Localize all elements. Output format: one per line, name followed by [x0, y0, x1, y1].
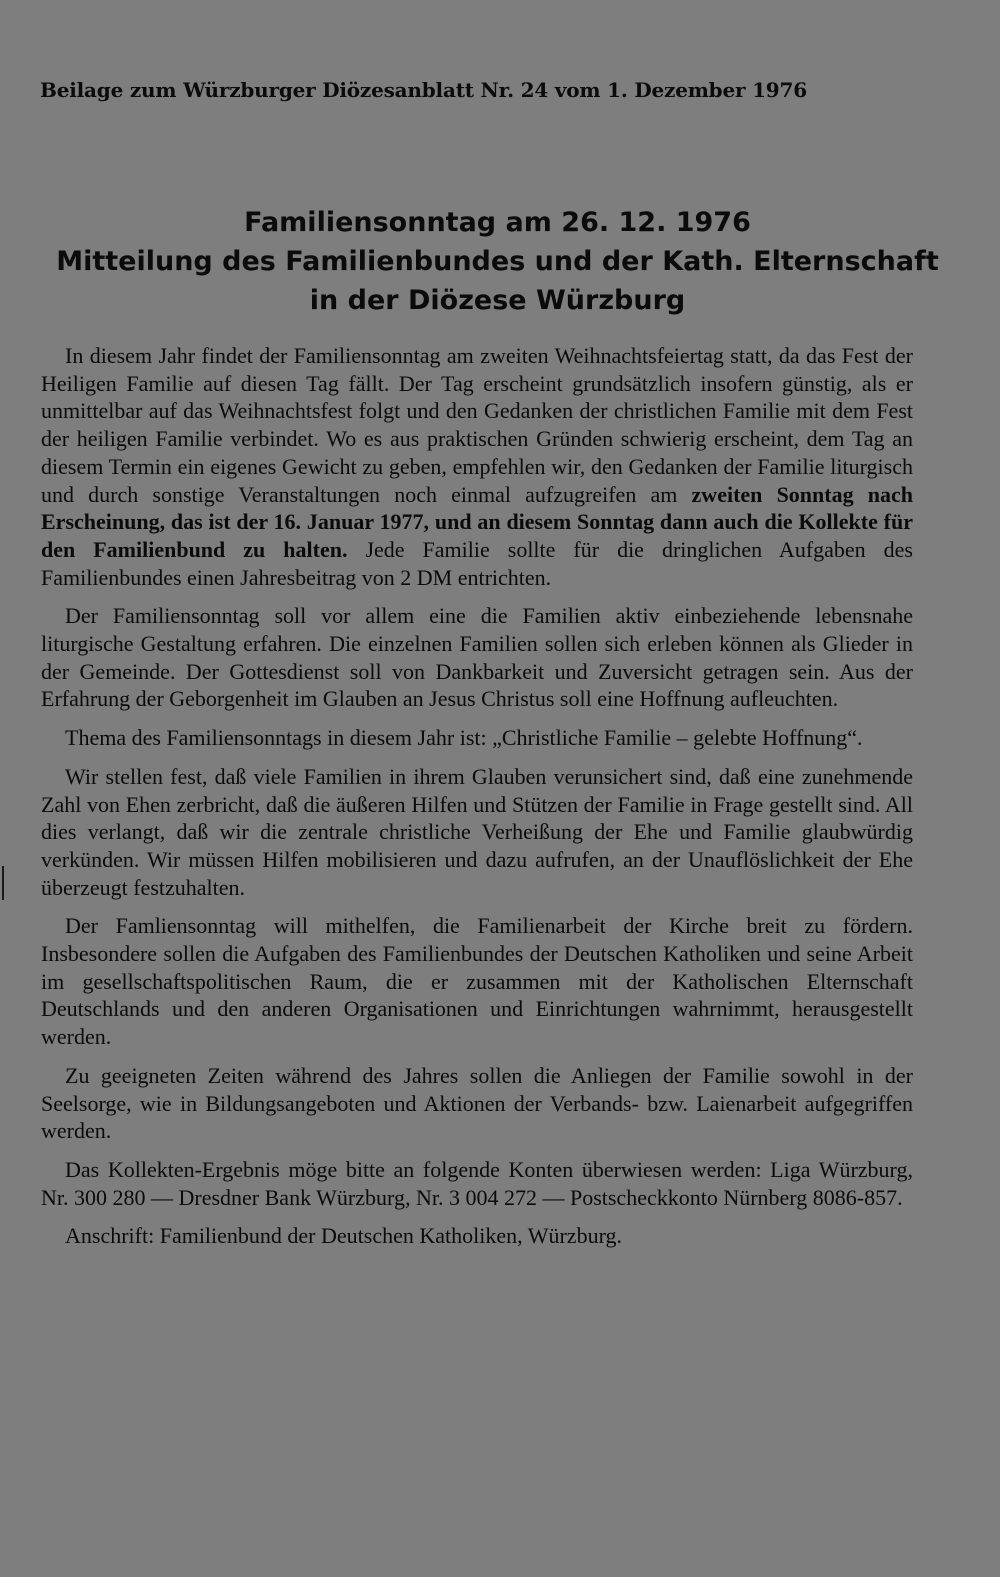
title-line-2: Mitteilung des Familienbundes und der Kath. Elternschaft: [56, 246, 939, 277]
paragraph-2: Der Familiensonntag soll vor allem eine die Familien aktiv einbeziehende lebensnahe liturgische Gestaltung erfahren. Die einzelnen Familien sollen sich erleben können als Glieder in der Gemeinde. Der Gottesdienst soll von Dankbarkeit und Zuversicht getragen sein. Aus der Erfahrung der Geborgenheit im Glauben an Jesus Christus soll eine Hoffnung aufleuchten.: [41, 603, 913, 712]
paragraph-1-text-b: Jede Familie sollte für die dringlichen Aufgaben des Familienbundes einen Jahresbeitrag von 2 DM entrichten.: [41, 536, 913, 590]
document-body: [41, 342, 913, 1261]
margin-mark: [2, 866, 4, 900]
paragraph-3: Thema des Familiensonntags in diesem Jahr ist: „Christliche Familie – gelebte Hoffnung“.: [65, 725, 863, 751]
title-line-3: in der Diözese Würzburg: [309, 285, 686, 316]
paragraph-6: Zu geeigneten Zeiten während des Jahres sollen die Anliegen der Familie sowohl in der Seelsorge, wie in Bildungsangeboten und Aktionen der Verbands- bzw. Laienarbeit aufgegriffen werden.: [41, 1062, 913, 1144]
paragraph-5: Der Famliensonntag will mithelfen, die Familienarbeit der Kirche breit zu fördern. Insbesondere sollen die Aufgaben des Familienbundes der Deutschen Katholiken und seine Arbeit im gesellschaftspolitischen Raum, die er zusammen mit der Katholischen Elternschaft Deutschlands und den anderen Organisationen und Einrichtungen wahrnimmt, herausgestellt werden.: [41, 913, 913, 1050]
paragraph-1-bold-text: zweiten Sonntag nach Erscheinung, das ist der 16. Januar 1977, und an diesem Sonntag dann auch die Kollekte für den Familienbund zu halten.: [41, 481, 914, 562]
document-title: [30, 203, 965, 320]
title-line-1: Familiensonntag am 26. 12. 1976: [244, 207, 751, 238]
paragraph-8: Anschrift: Familienbund der Deutschen Katholiken, Würzburg.: [65, 1223, 623, 1249]
paragraph-4: Wir stellen fest, daß viele Familien in ihrem Glauben verunsichert sind, daß eine zunehmende Zahl von Ehen zerbricht, daß die äußeren Hilfen und Stützen der Familie in Frage gestellt sind. All dies verlangt, daß wir die zentrale christliche Verheißung der Ehe und Familie glaubwürdig verkünden. Wir müssen Hilfen mobilisieren und dazu aufrufen, an der Unauflöslichkeit der Ehe überzeugt festzuhalten.: [41, 763, 913, 900]
paragraph-7: Das Kollekten-Ergebnis möge bitte an folgende Konten überwiesen werden: Liga Würzburg, Nr. 300 280 — Dresdner Bank Würzburg, Nr. 3 004 272 — Postscheckkonto Nürnberg 8086-857.: [41, 1156, 913, 1210]
paragraph-1-text-a: In diesem Jahr findet der Familiensonntag am zweiten Weihnachtsfeiertag statt, da das Fest der Heiligen Familie auf diesen Tag fällt. Der Tag erscheint grundsätzlich insofern günstig, als er unmittelbar auf das Weihnachtsfest folgt und den Gedanken der christlichen Familie mit dem Fest der heiligen Familie verbindet. Wo es aus praktischen Gründen schwierig erscheint, dem Tag an diesem Termin ein eigenes Gewicht zu geben, empfehlen wir, den Gedanken der Familie liturgisch und durch sonstige Veranstaltungen noch einmal aufzugreifen am: [41, 343, 913, 507]
paragraph-1: [41, 342, 913, 591]
supplement-header: Beilage zum Würzburger Diözesanblatt Nr. 24 vom 1. Dezember 1976: [40, 78, 807, 102]
